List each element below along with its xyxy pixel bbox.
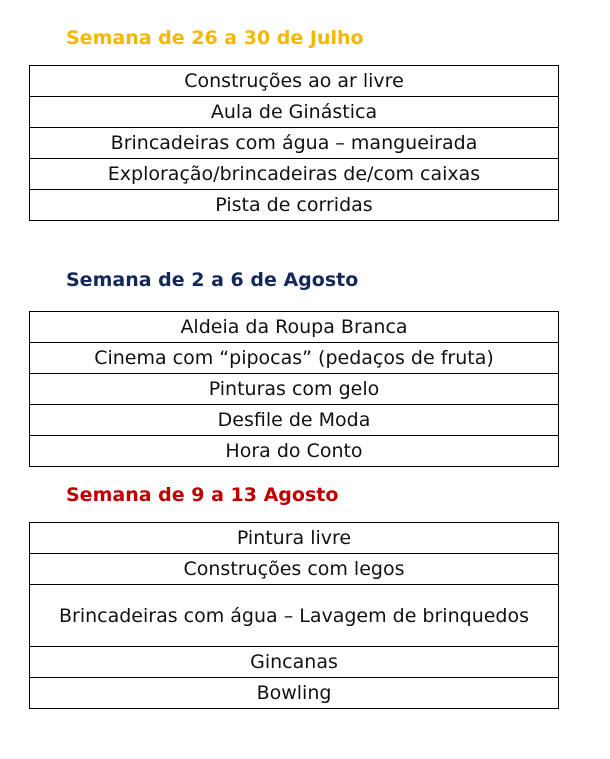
activity-cell: Pista de corridas [30,190,559,221]
table-row [30,678,559,709]
activity-table-week-3 [29,522,559,709]
activity-cell: Desfile de Moda [30,405,559,436]
table-row [30,190,559,221]
table-row [30,436,559,467]
table-row [30,66,559,97]
table-row [30,647,559,678]
table-row [30,523,559,554]
activity-cell: Construções ao ar livre [30,66,559,97]
week-title-3: Semana de 9 a 13 Agosto [66,484,339,506]
activity-cell: Cinema com “pipocas” (pedaços de fruta) [30,343,559,374]
table-row [30,374,559,405]
activity-cell: Bowling [30,678,559,709]
table-row [30,585,559,647]
table-row [30,312,559,343]
table-row [30,554,559,585]
activity-cell: Aldeia da Roupa Branca [30,312,559,343]
activity-table-week-2 [29,311,559,467]
activity-cell: Gincanas [30,647,559,678]
activity-cell: Brincadeiras com água – Lavagem de brinquedos [30,585,559,647]
activity-cell: Brincadeiras com água – mangueirada [30,128,559,159]
activity-cell: Pinturas com gelo [30,374,559,405]
activity-cell: Pintura livre [30,523,559,554]
activity-cell: Aula de Ginástica [30,97,559,128]
activity-cell: Construções com legos [30,554,559,585]
activity-cell: Exploração/brincadeiras de/com caixas [30,159,559,190]
table-row [30,405,559,436]
week-title-1: Semana de 26 a 30 de Julho [66,27,364,49]
table-row [30,97,559,128]
activity-table-week-1 [29,65,559,221]
week-title-2: Semana de 2 a 6 de Agosto [66,269,359,291]
table-row [30,343,559,374]
activity-cell: Hora do Conto [30,436,559,467]
table-row [30,159,559,190]
table-row [30,128,559,159]
